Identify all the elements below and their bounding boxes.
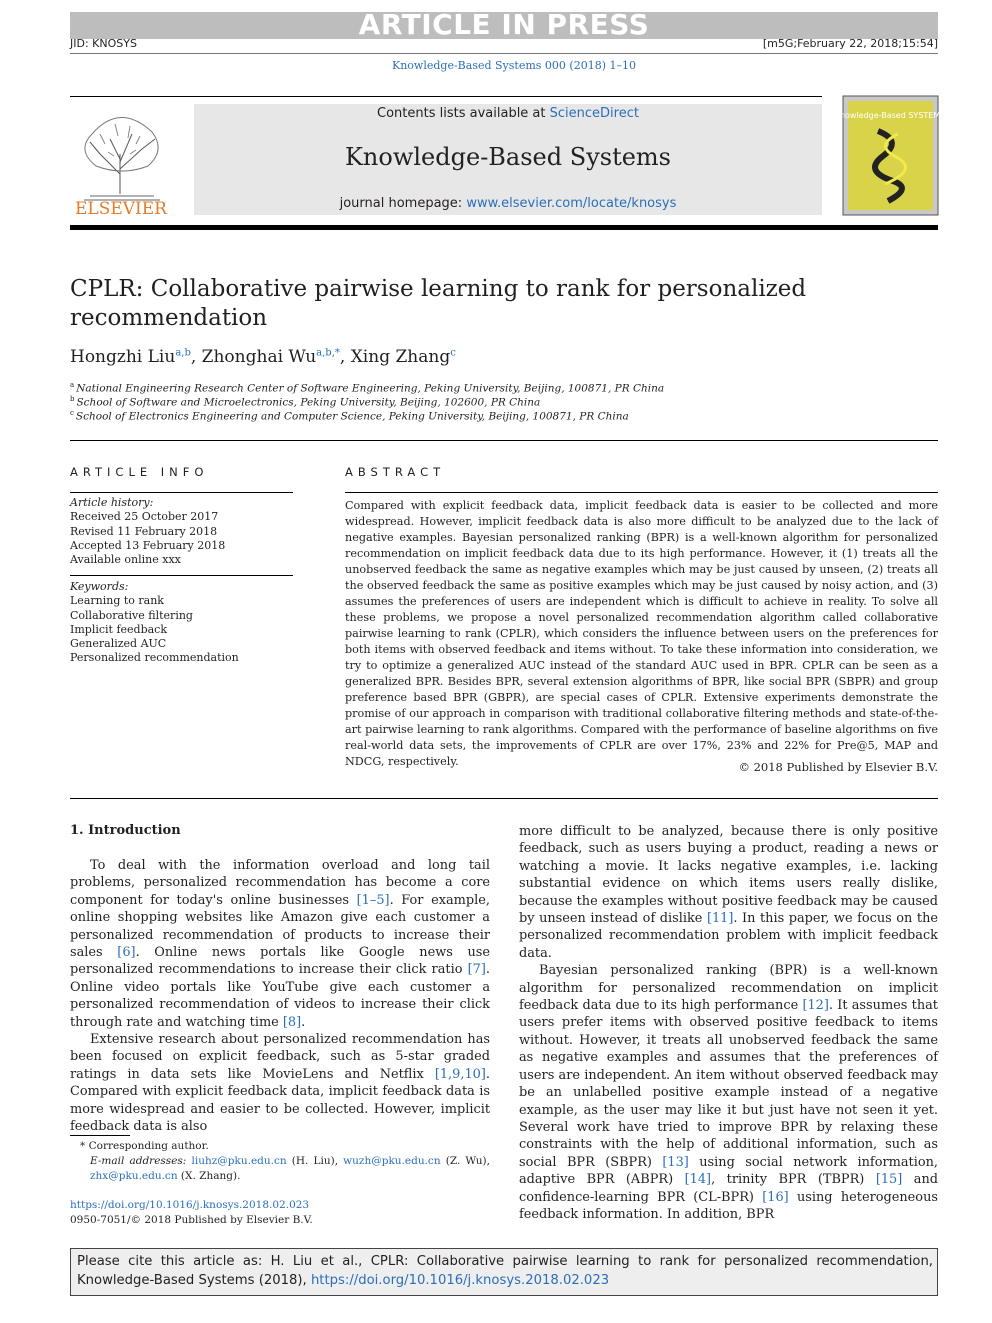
corresponding-author-note: * Corresponding author. xyxy=(80,1140,209,1152)
author-affiliation-marker[interactable]: c xyxy=(450,347,456,359)
section-heading-introduction: 1. Introduction xyxy=(70,823,181,838)
cover-title: Knowledge-Based SYSTEMS xyxy=(834,111,946,120)
front-matter-rule xyxy=(70,440,938,441)
journal-title: Knowledge-Based Systems xyxy=(345,143,671,171)
reference-link[interactable]: [7] xyxy=(467,962,486,978)
email-link[interactable]: zhx@pku.edu.cn xyxy=(90,1170,178,1182)
email-addresses: E-mail addresses: liuhz@pku.edu.cn (H. Liu), wuzh@pku.edu.cn (Z. Wu), zhx@pku.edu.cn (X. Zhang). xyxy=(90,1155,490,1182)
author-name: Xing Zhang xyxy=(350,347,451,367)
footnote-rule xyxy=(70,1135,130,1136)
elsevier-logo xyxy=(70,104,172,219)
reference-link[interactable]: [13] xyxy=(662,1154,689,1170)
affiliation-c: $^c$ School of Electronics Engineering and Computer Science, Peking University, Beijing, 100871, PR China xyxy=(70,409,629,423)
journal-cover-image xyxy=(834,96,946,215)
sciencedirect-link[interactable]: ScienceDirect xyxy=(549,106,639,121)
copyright: © 2018 Published by Elsevier B.V. xyxy=(738,760,938,774)
reference-link[interactable]: [1,9,10] xyxy=(434,1066,486,1082)
reference-link[interactable]: [1–5] xyxy=(356,892,390,908)
reference-link[interactable]: [6] xyxy=(117,945,136,961)
doi-link[interactable]: https://doi.org/10.1016/j.knosys.2018.02.023 xyxy=(70,1199,310,1211)
journal-id: JID: KNOSYS xyxy=(70,37,137,50)
masthead-bottom-rule xyxy=(70,225,938,230)
body-column-right xyxy=(519,823,938,1223)
email-link[interactable]: wuzh@pku.edu.cn xyxy=(343,1155,441,1167)
author-name: Zhonghai Wu xyxy=(201,347,317,367)
author-affiliation-marker[interactable]: a,b xyxy=(175,347,191,359)
abstract-text: Compared with explicit feedback data, implicit feedback data is easier to be collected and more widespread. However, implicit feedback data is also more difficult to be analyzed due to the lack of negative examples. Bayesian personalized ranking (BPR) is a well-known algorithm for personalized recommendation on implicit feedback data due to its high performance. However, it (1) treats all the unobserved feedback the same as negative examples which may be just caused by unseen, (2) treats all the observed feedback the same as positive examples which may be just caused by noisy action, and (3) assumes the preferences of users are independent which is difficult to achieve in reality. To solve all these problems, we propose a novel personalized recommendation algorithm called collaborative pairwise learning to rank (CPLR), which considers the influence between users on the preferences for both items with observed feedback and items without. To take these information into consideration, we try to optimize a generalized AUC instead of the standard AUC used in BPR. CPLR can be seen as a generalized BPR. Besides BPR, several extension algorithms of BPR, like social BPR (SBPR) and group preference based BPR (GBPR), are special cases of CPLR. Extensive experiments demonstrate the promise of our approach in comparison with traditional collaborative filtering methods and state-of-the-art pairwise learning to rank algorithms. Compared with the performance of baseline algorithms on five real-world data sets, the improvements of CPLR are over 17%, 23% and 22% for Pre@5, MAP and NDCG, respectively. xyxy=(345,499,938,768)
homepage-link[interactable]: www.elsevier.com/locate/knosys xyxy=(466,196,677,211)
reference-link[interactable]: [14] xyxy=(684,1172,712,1188)
build-stamp: [m5G;February 22, 2018;15:54] xyxy=(762,37,938,50)
email-link[interactable]: liuhz@pku.edu.cn xyxy=(191,1155,287,1167)
author-list: Hongzhi Liu$^{a,b}$, Zhonghai $Wu^{a,b,*}$, Xing Zhang$^c$ xyxy=(70,347,456,367)
paragraph: To deal with the information overload and long tail problems, personalized recommendation has become a core component for today's online businesses [1–5]. For example, online shopping websites like Amazon give each customer a personalized recommendation of products to increase their sales [6]. Online news portals like Google news use personalized recommendations to increase their click ratio [7]. Online video portals like YouTube give each customer a personalized recommendation of videos to increase their click through rate and watching time [8]. xyxy=(70,858,491,1030)
header-divider xyxy=(70,53,938,54)
doi-block xyxy=(70,1198,313,1227)
article-info-heading: ARTICLE INFO xyxy=(70,465,209,479)
article-title: CPLR: Collaborative pairwise learning to rank for personalized recommendation xyxy=(70,276,807,331)
article-history: Article history: Received 25 October 2017 Revised 11 February 2018 Accepted 13 February 2018 Available online xxx xyxy=(70,496,226,567)
body-rule xyxy=(70,798,938,799)
issn-line: 0950-7051/© 2018 Published by Elsevier B.V. xyxy=(70,1213,313,1226)
volume-line[interactable]: Knowledge-Based Systems 000 (2018) 1–10 xyxy=(392,59,636,72)
body-column-left xyxy=(70,857,490,1136)
contents-line: Contents lists available at ScienceDirect xyxy=(377,106,639,121)
elsevier-wordmark: ELSEVIER xyxy=(75,199,167,219)
email-label: E-mail addresses: xyxy=(90,1155,192,1167)
reference-link[interactable]: [8] xyxy=(282,1014,302,1030)
author-affiliation-marker[interactable]: a,b,* xyxy=(316,347,340,359)
affiliation-b: $^b$ School of Software and Microelectronics, Peking University, Beijing, 102600, PR China xyxy=(70,395,541,409)
reference-link[interactable]: [15] xyxy=(875,1172,903,1188)
paragraph: Extensive research about personalized recommendation has been focused on explicit feedback, such as 5-star graded ratings in data sets like MovieLens and Netflix [1,9,10]. Compared with explicit feedback data, implicit feedback data is more widespread and easier to be collected. However, implicit feedback data is also xyxy=(70,1032,490,1135)
article-info-rule xyxy=(70,492,293,493)
reference-link[interactable]: [16] xyxy=(762,1189,789,1205)
affiliation-a: $^a$ National Engineering Research Center of Software Engineering, Peking University, Beijing, 100871, PR China xyxy=(70,381,665,395)
citation-doi-link[interactable]: https://doi.org/10.1016/j.knosys.2018.02.023 xyxy=(310,1273,610,1288)
paragraph: more difficult to be analyzed, because there is only positive feedback, such as users buying a product, reading a news or watching a movie. It lacks negative examples, i.e. lacking substantial evidence on which items users really dislike, because the examples without positive feedback may be caused by unseen instead of dislike [11]. In this paper, we focus on the personalized recommendation problem with implicit feedback data. xyxy=(519,824,938,961)
keywords: Keywords: Learning to rank Collaborative filtering Implicit feedback Generalized AUC Personalized recommendation xyxy=(70,580,239,665)
masthead-rule xyxy=(70,96,822,97)
keywords-rule xyxy=(70,575,293,576)
article-in-press-label: ARTICLE IN PRESS xyxy=(358,8,650,41)
abstract-heading: ABSTRACT xyxy=(345,465,446,479)
citation-text: Please cite this article as: H. Liu et al., CPLR: Collaborative pairwise learning to rank for personalized recommendation, Knowledge-Based Systems (2018), https://doi.org/10.1016/j.knosys.2018.02.023 xyxy=(77,1254,933,1288)
journal-homepage: journal homepage: www.elsevier.com/locate/knosys xyxy=(339,196,677,211)
reference-link[interactable]: [11] xyxy=(706,911,734,927)
paragraph: Bayesian personalized ranking (BPR) is a well-known algorithm for personalized recommendation on implicit feedback data due to its high performance [12]. It assumes that users prefer items with observed positive feedback to items without. However, it treats all unobserved feedback the same as negative examples and assumes that the preferences of users are independent. An item without observed feedback may be an unlabelled positive example instead of a negative example, as the user may like it but just have not seen it yet. Several work have tried to improve BPR by relaxing these constraints with the help of additional information, such as social BPR (SBPR) [13] using social network information, adaptive BPR (ABPR) [14], trinity BPR (TBPR) [15] and confidence-learning BPR (CL-BPR) [16] using heterogeneous feedback information. In addition, BPR xyxy=(519,963,939,1222)
reference-link[interactable]: [12] xyxy=(802,998,829,1014)
abstract-rule xyxy=(345,492,938,493)
author-name: Hongzhi Liu xyxy=(70,347,176,367)
